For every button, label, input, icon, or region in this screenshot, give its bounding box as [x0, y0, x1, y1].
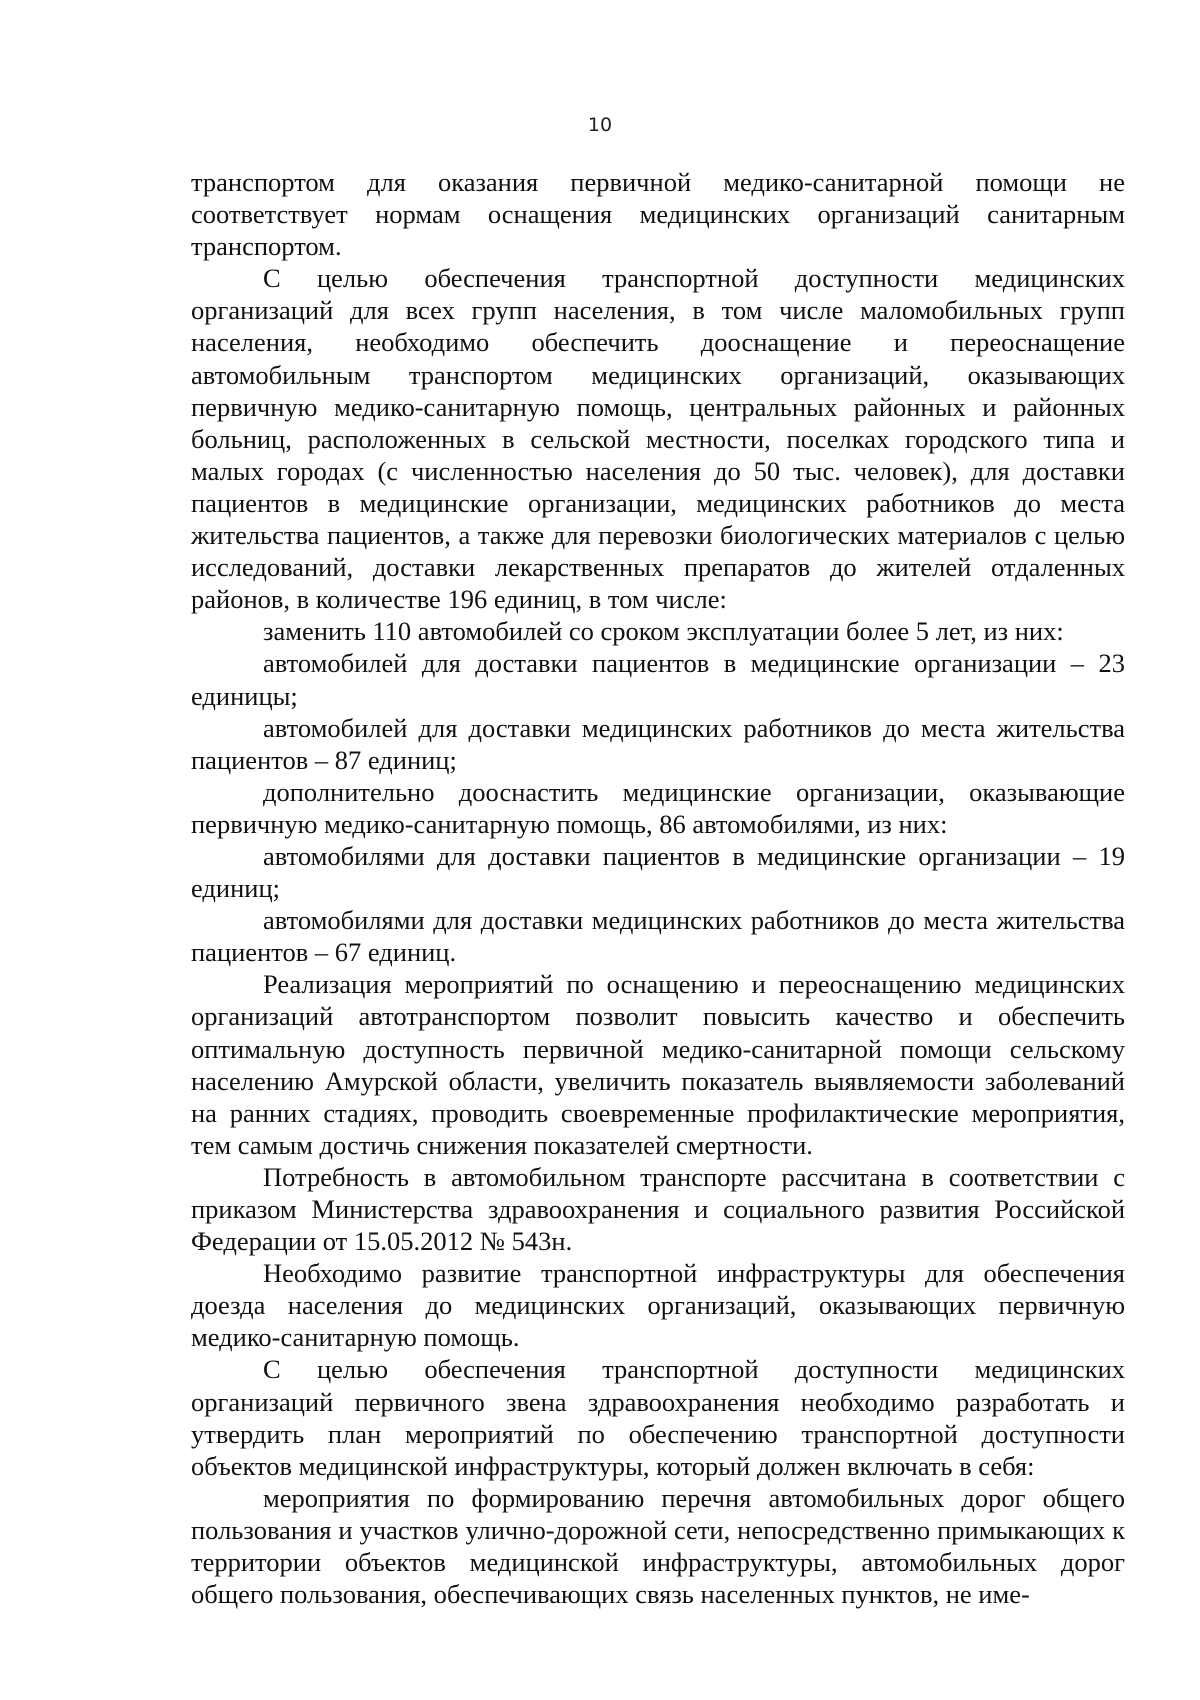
paragraph-requirement-basis: Потребность в автомобильном транспорте рассчитана в соответствии с приказом Министерства здравоохранения и социального развития Российской Федерации от 15.05.2012 № 543н. [191, 1161, 1125, 1257]
page-number: 10 [587, 114, 613, 136]
list-item-patient-transport-additional: автомобилями для доставки пациентов в медицинские организации – 19 единиц; [191, 840, 1125, 904]
paragraph-additional-vehicles: дополнительно дооснастить медицинские организации, оказывающие первичную медико-санитарную помощь, 86 автомобилями, из них: [191, 776, 1125, 839]
list-item-patient-transport-replace: автомобилей для доставки пациентов в медицинские организации – 23 единицы; [191, 648, 1125, 711]
paragraph-transport-access-goal: С целью обеспечения транспортной доступности медицинских организаций для всех групп населения, в том числе маломобильных групп населения, необходимо обеспечить дооснащение и переоснащение автомобильным транспортом медицинских организаций, оказывающих первичную медико-санитарную помощь, центральных районных и районных больниц, расположенных в сельской местности, поселках городского типа и малых городах (с численностью населения до 50 тыс. человек), для доставки пациентов в медицинские организации, медицинских работников до места жительства пациентов, а также для перевозки биологических материалов с целью исследований, доставки лекарственных препаратов до жителей отдаленных районов, в количестве 196 единиц, в том числе: [191, 263, 1125, 615]
list-item-staff-transport-replace: автомобилей для доставки медицинских работников до места жительства пациентов – 87 единиц; [191, 712, 1125, 775]
paragraph-implementation-outcome: Реализация мероприятий по оснащению и переоснащению медицинских организаций автотранспортом позволит повысить качество и обеспечить оптимальную доступность первичной медико-санитарной помощи сельскому населению Амурской области, увеличить показатель выявляемости заболеваний на ранних стадиях, проводить своевременные профилактические мероприятия, тем самым достичь снижения показателей смертности. [191, 969, 1125, 1160]
paragraph-road-list-measures: мероприятия по формированию перечня автомобильных дорог общего пользования и участков улично-дорожной сети, непосредственно примыкающих к территории объектов медицинской инфраструктуры, автомобильных дорог общего пользования, обеспечивающих связь населенных пунктов, не име- [191, 1482, 1125, 1610]
paragraph-replace-vehicles: заменить 110 автомобилей со сроком эксплуатации более 5 лет, из них: [263, 616, 1064, 647]
paragraph-continuation: транспортом для оказания первичной медико-санитарной помощи не соответствует нормам оснащения медицинских организаций санитарным транспортом. [191, 167, 1125, 262]
paragraph-infrastructure-need: Необходимо развитие транспортной инфраструктуры для обеспечения доезда населения до медицинских организаций, оказывающих первичную медико-санитарную помощь. [191, 1258, 1125, 1353]
list-item-staff-transport-additional: автомобилями для доставки медицинских работников до места жительства пациентов – 67 единиц. [191, 905, 1125, 968]
paragraph-action-plan: С целью обеспечения транспортной доступности медицинских организаций первичного звена здравоохранения необходимо разработать и утвердить план мероприятий по обеспечению транспортной доступности объектов медицинской инфраструктуры, который должен включать в себя: [191, 1354, 1125, 1481]
document-body [191, 166, 1125, 1610]
